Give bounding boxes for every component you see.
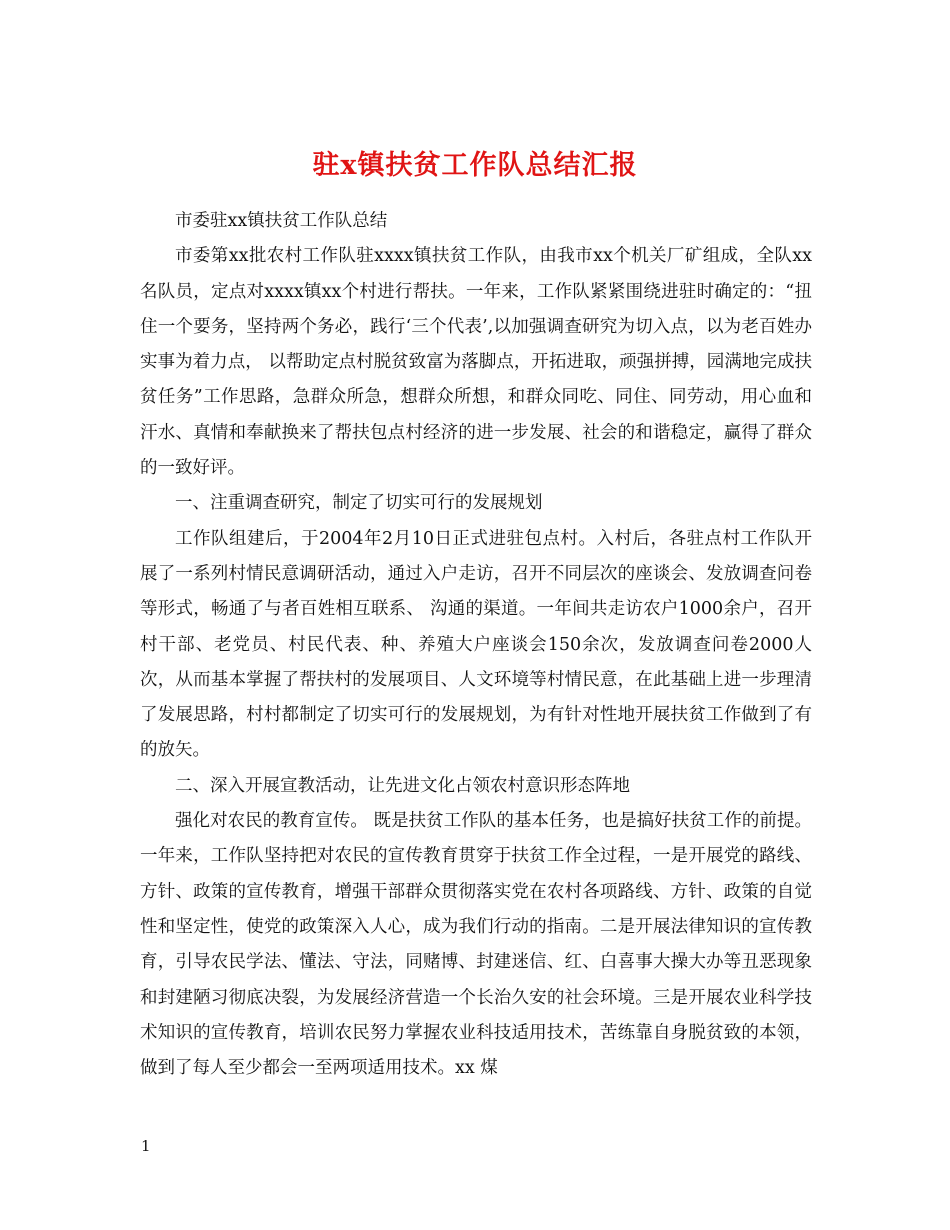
document-title: 驻x镇扶贫工作队总结汇报 <box>312 150 638 182</box>
subtitle-paragraph: 市委驻xx镇扶贫工作队总结 <box>175 211 388 231</box>
document-body <box>140 204 812 1086</box>
page-number: 1 <box>141 1137 151 1155</box>
section-heading-1: 一、注重调查研究，制定了切实可行的发展规划 <box>175 493 543 514</box>
intro-paragraph: 市委第xx批农村工作队驻xxxx镇扶贫工作队，由我市xx个机关厂矿组成，全队xx名队员，定点对xxxx镇xx个村进行帮扶。一年来，工作队紧紧围绕进驻时确定的：“扭住一个要务，坚持两个务必，践行‘三个代表’,以加强调查研究为切入点，以为老百姓办实事为着力点， 以帮助定点村脱贫致富为落脚点，开拓进取，顽强拼搏，园满地完成扶贫任务”工作思路，急群众所急，想群众所想，和群众同吃、同住、同劳动，用心血和汗水、真情和奉献换来了帮扶包点村经济的进一步发展、社会的和谐稳定，赢得了群众的一致好评。 <box>140 246 812 479</box>
section-heading-2: 二、深入开展宣教活动，让先进文化占领农村意识形态阵地 <box>175 775 630 796</box>
section-2-paragraph: 强化对农民的教育宣传。 既是扶贫工作队的基本任务，也是搞好扶贫工作的前提。一年来，工作队坚持把对农民的宣传教育贯穿于扶贫工作全过程，一是开展党的路线、方针、政策的宣传教育，增强干部群众贯彻落实党在农村各项路线、方针、政策的自觉性和坚定性，使党的政策深入人心，成为我们行动的指南。二是开展法律知识的宣传教育，引导农民学法、懂法、守法，同赌博、封建迷信、红、白喜事大操大办等丑恶现象和封建陋习彻底决裂，为发展经济营造一个长治久安的社会环境。三是开展农业科学技术知识的宣传教育，培训农民努力掌握农业科技适用技术，苦练靠自身脱贫致的本领，做到了每人至少都会一至两项适用技术。xx 煤 <box>140 811 812 1079</box>
section-1-paragraph: 工作队组建后，于2004年2月10日正式进驻包点村。入村后，各驻点村工作队开展了一系列村情民意调研活动，通过入户走访，召开不同层次的座谈会、发放调查问卷等形式，畅通了与者百姓相互联系、 沟通的渠道。一年间共走访农户1000余户，召开村干部、老党员、村民代表、种、养殖大户座谈会150余次，发放调查问卷2000人次，从而基本掌握了帮扶村的发展项目、人文环境等村情民意，在此基础上进一步理清了发展思路，村村都制定了切实可行的发展规划，为有针对性地开展扶贫工作做到了有的放矢。 <box>140 528 812 761</box>
